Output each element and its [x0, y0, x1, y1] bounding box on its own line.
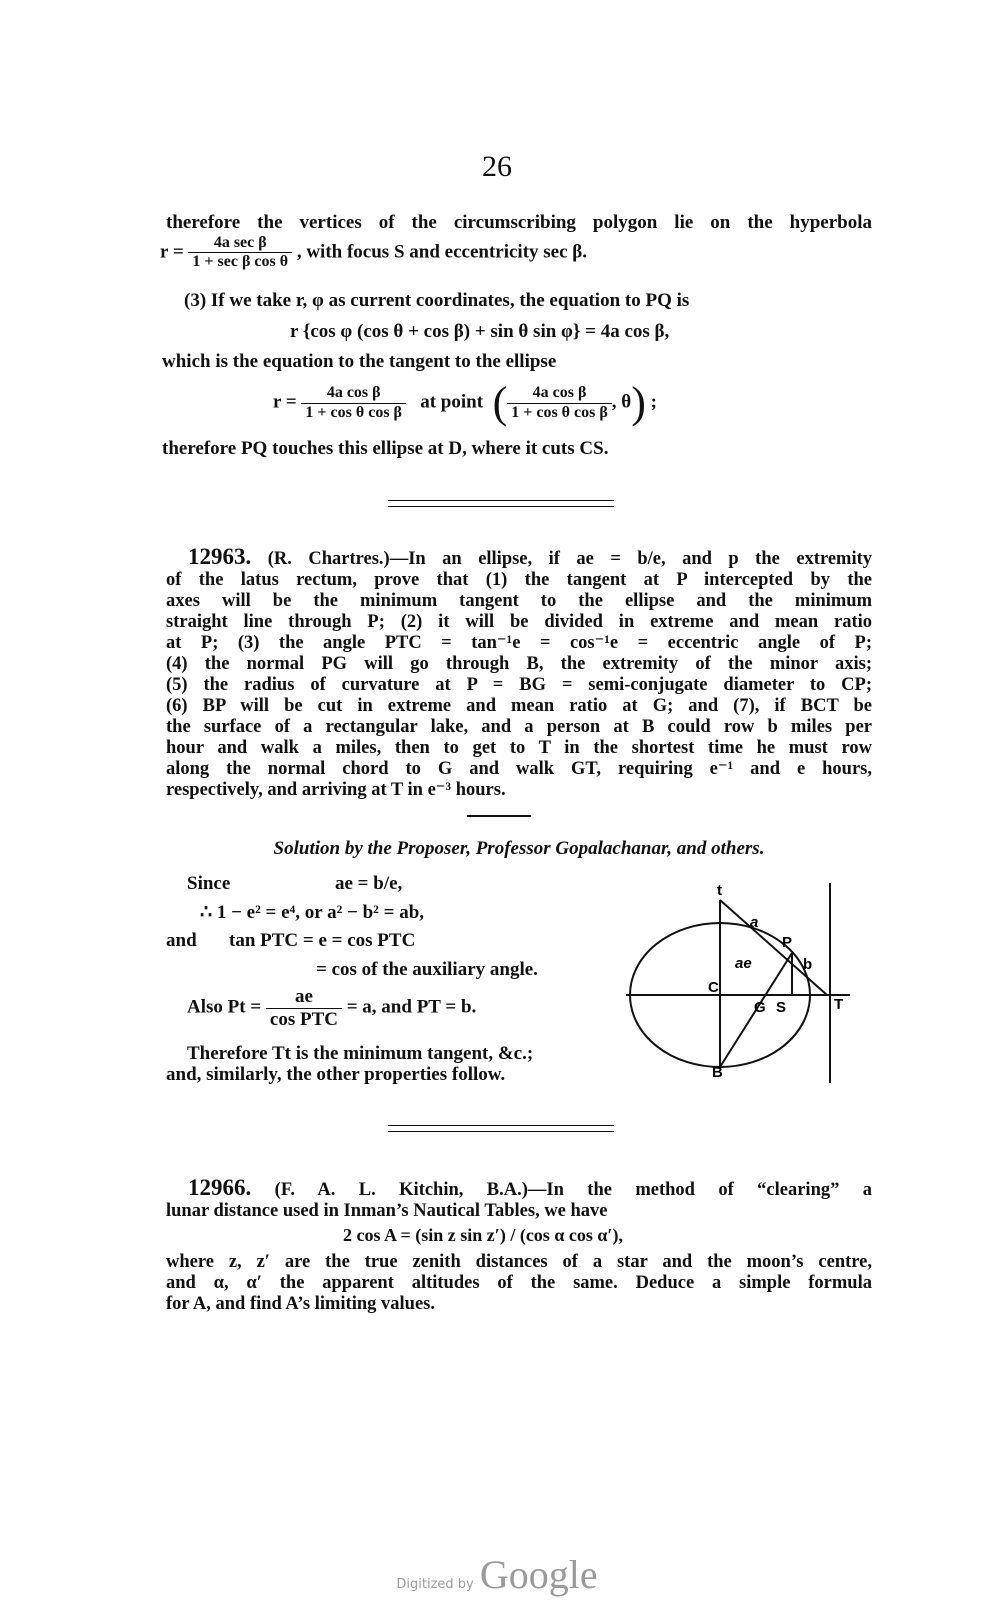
label-a: a: [750, 914, 759, 931]
problem-line: the surface of a rectangular lake, and a person at B could row b miles per: [166, 717, 872, 737]
text-line: therefore PQ touches this ellipse at D, where it cuts CS.: [162, 438, 609, 459]
denominator: 1 + sec β cos θ: [192, 253, 289, 271]
eq-lhs: r =: [273, 391, 297, 413]
denominator: 1 + cos θ cos β: [511, 403, 608, 421]
problem-line: 12966. (F. A. L. Kitchin, B.A.)—In the method of “clearing” a: [188, 1175, 873, 1200]
label-G: G: [754, 999, 766, 1016]
sol-eq1: ae = b/e,: [335, 873, 403, 894]
paren-open: (: [492, 378, 508, 427]
eq-end: ;: [650, 391, 657, 413]
problem-number: 12963.: [188, 544, 252, 569]
problem-line: (5) the radius of curvature at P = BG = semi-conjugate diameter to CP;: [166, 675, 872, 695]
problem-line: at P; (3) the angle PTC = tan⁻¹e = cos⁻¹e = eccentric angle of P;: [166, 633, 872, 653]
section-divider: [388, 500, 614, 507]
label-ae: ae: [735, 955, 752, 972]
digitized-by-text: Digitized by: [396, 1577, 474, 1592]
numerator: 4a cos β: [507, 384, 612, 403]
sol-line7: and, similarly, the other properties follow.: [166, 1064, 506, 1085]
problem-line: 12963. (R. Chartres.)—In an ellipse, if ae = b/e, and p the extremity: [188, 544, 872, 569]
label-C: C: [708, 979, 719, 996]
short-divider: [467, 815, 531, 817]
fraction: [507, 384, 612, 422]
numerator: ae: [266, 986, 342, 1009]
eq-mid: at point: [420, 391, 484, 413]
sol-eq4: = cos of the auxiliary angle.: [316, 959, 538, 980]
problem-number: 12966.: [188, 1175, 252, 1200]
problem-12966-cont: [166, 1252, 872, 1315]
text-line: (3) If we take r, φ as current coordinates, the equation to PQ is: [184, 290, 690, 311]
fraction: [301, 384, 406, 422]
problem-line: respectively, and arriving at T in e⁻³ hours.: [166, 780, 506, 800]
problem-line: along the normal chord to G and walk GT, requiring e⁻¹ and e hours,: [166, 759, 872, 779]
text-line: which is the equation to the tangent to the ellipse: [162, 351, 557, 372]
problem-line: for A, and find A’s limiting values.: [166, 1294, 435, 1314]
text-line: therefore the vertices of the circumscribing polygon lie on the hyperbola: [166, 212, 872, 233]
label-T: T: [834, 996, 844, 1013]
problem-12963: [166, 546, 872, 801]
ellipse-figure: [620, 875, 860, 1090]
paren-close: ): [631, 378, 646, 427]
eq-lhs: r =: [160, 241, 184, 263]
numerator: 4a sec β: [188, 234, 292, 253]
sol-eq3: tan PTC = e = cos PTC: [229, 930, 416, 951]
label-P: P: [782, 934, 793, 951]
eq-tail: , with focus S and eccentricity sec β.: [296, 241, 588, 263]
problem-line: hour and walk a miles, then to get to T in the shortest time he must row: [166, 738, 872, 758]
equation-hyperbola: [160, 234, 587, 272]
section-divider: [388, 1125, 614, 1132]
sol-line6: Therefore Tt is the minimum tangent, &c.;: [187, 1043, 534, 1064]
label-b: b: [803, 956, 813, 973]
fraction: [266, 986, 342, 1031]
problem-line: where z, z′ are the true zenith distances of a star and the moon’s centre,: [166, 1252, 872, 1272]
denominator: cos PTC: [269, 1008, 338, 1030]
eq-ptail: , θ: [611, 391, 632, 413]
fraction: [188, 234, 292, 272]
problem-line: of the latus rectum, prove that (1) the tangent at P intercepted by the: [166, 570, 872, 590]
digitized-footer: [0, 1552, 994, 1598]
label-S: S: [776, 999, 787, 1016]
equation-pq: r {cos φ (cos θ + cos β) + sin θ sin φ} = 4a cos β,: [290, 321, 670, 342]
problem-line: lunar distance used in Inman’s Nautical Tables, we have: [166, 1201, 608, 1221]
sol-since: Since: [187, 873, 231, 894]
sol-and: and: [166, 930, 197, 951]
google-logo: Google: [479, 1552, 598, 1597]
label-B: B: [712, 1064, 723, 1081]
denominator: 1 + cos θ cos β: [305, 403, 402, 421]
problem-line: (6) BP will be cut in extreme and mean ratio at G; and (7), if BCT be: [166, 696, 872, 716]
numerator: 4a cos β: [301, 384, 406, 403]
problem-line: straight line through P; (2) it will be divided in extreme and mean ratio: [166, 612, 872, 632]
sol-eq2: ∴ 1 − e² = e⁴, or a² − b² = ab,: [200, 902, 425, 923]
problem-line: (4) the normal PG will go through B, the extremity of the minor axis;: [166, 654, 872, 674]
equation-ellipse: [273, 378, 657, 427]
page-number: 26: [482, 150, 512, 183]
problem-equation: 2 cos A = (sin z sin z′) / (cos α cos α′),: [343, 1225, 623, 1245]
solution-heading: Solution by the Proposer, Professor Gopalachanar, and others.: [273, 838, 765, 859]
problem-line: and α, α′ the apparent altitudes of the same. Deduce a simple formula: [166, 1273, 872, 1293]
sol-eq5: Also Pt = $\frac{ae}{\text{cos PTC}}$ = a, and PT = b.: [187, 986, 477, 1030]
problem-line: axes will be the minimum tangent to the ellipse and the minimum: [166, 591, 872, 611]
problem-12966: [166, 1177, 872, 1222]
label-t: t: [717, 882, 722, 899]
